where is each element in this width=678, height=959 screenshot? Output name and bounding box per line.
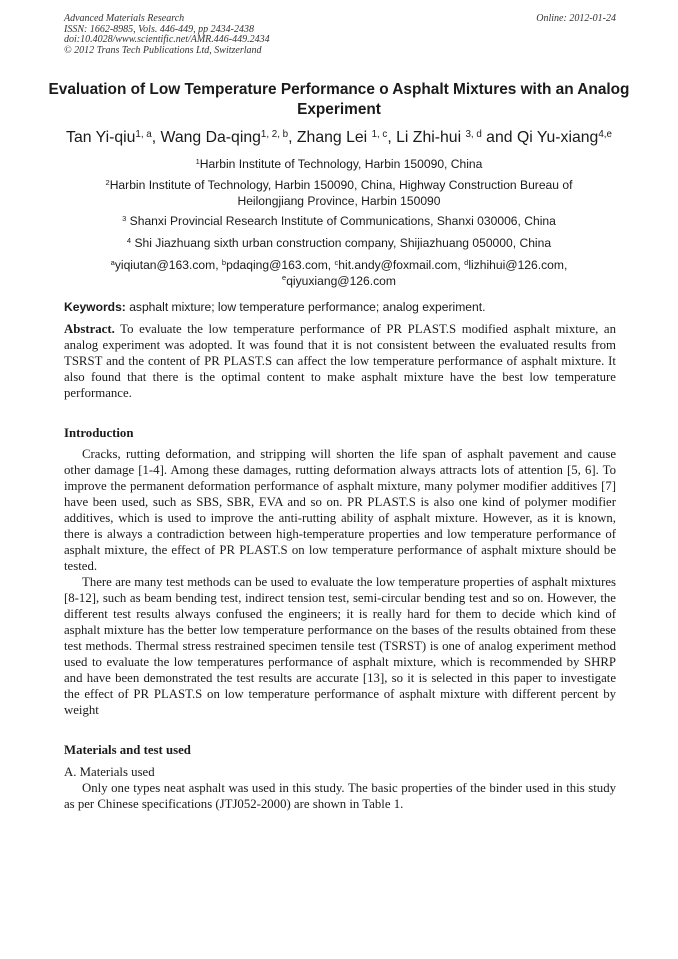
email-address: qiyuxiang@126.com [286,273,396,288]
materials-heading: Materials and test used [64,743,191,757]
email-address: pdaqing@163.com, [226,258,335,272]
author-name: Li Zhi-hui [396,129,466,146]
affiliation-text: Shanxi Provincial Research Institute of Communications, Shanxi 030006, China [126,214,556,228]
email-list [40,258,638,289]
introduction-heading: Introduction [64,426,134,440]
affiliation-superscript: 1 [195,156,200,166]
abstract-label: Abstract. [64,322,115,336]
affiliation-4 [40,236,638,252]
email-address: lizhihui@126.com, [468,258,568,272]
author-separator: and [481,129,517,146]
author-list [20,128,658,148]
paper-title: Evaluation of Low Temperature Performance o Asphalt Mixtures with an Analog Experiment [48,81,630,118]
issn-line: ISSN: 1662-8985, Vols. 446-449, pp 2434-2438 [64,23,254,35]
email-address: hit.andy@foxmail.com, [338,258,465,272]
author-superscript: 1, 2, b [260,128,289,140]
journal-name: Advanced Materials Research [64,13,185,24]
author-superscript: 3, d [465,128,482,140]
author-superscript: 1, c [371,128,388,140]
author-separator: , [387,129,397,146]
affiliation-text: Harbin Institute of Technology, Harbin 150090, China, Highway Construction Bureau of Heilongjiang Province, Harbin 150090 [109,178,573,208]
affiliation-superscript: 2 [105,177,110,187]
affiliation-1 [40,157,638,173]
author-superscript: 4,e [598,128,612,140]
doi-line: doi:10.4028/www.scientific.net/AMR.446-449.2434 [64,34,270,46]
copyright-line: © 2012 Trans Tech Publications Ltd, Switzerland [64,44,262,56]
affiliation-3 [40,214,638,230]
email-superscript: d [464,257,469,267]
paragraph: Cracks, rutting deformation, and stripping will shorten the life span of asphalt pavement and cause other damage [1-4]. Among these damages, rutting deformation always attracts lots of attention [5, 6]. To improve the permanent deformation performance of asphalt mixture, many polymer modifier additives [7] have been used, such as SBS, SBR, EVA and so on. PR PLAST.S is also one kind of polymer modifier additives, which is used to improve the anti-rutting ability of asphalt mixture. However, as it is known, there is always a contradiction between high-temperature properties and low temperature performance of asphalt mixture, the effect of PR PLAST.S on low temperature performance of asphalt mixture should be tested. [64,447,616,573]
keywords-text: asphalt mixture; low temperature performance; analog experiment. [125,300,486,314]
email-superscript: c [334,257,339,267]
keywords-line [64,300,616,315]
email-superscript: b [221,257,227,267]
author-name: Zhang Lei [296,129,372,146]
abstract [64,321,616,401]
email-superscript: a [110,257,115,267]
email-address: yiqiutan@163.com, [114,258,222,272]
affiliation-superscript: 4 [126,235,132,245]
abstract-text: To evaluate the low temperature performance of PR PLAST.S modified asphalt mixture, an analog experiment was adopted. It was found that it is not consistent between the evaluated results from TSRST and the content of PR PLAST.S can affect the low temperature performance of asphalt mixture. It also found that there is the optimal content to make asphalt mixture have the best low temperature performance. [64,322,616,400]
paragraph: There are many test methods can be used to evaluate the low temperature properties of asphalt mixtures [8-12], such as beam bending test, indirect tension test, semi-circular bending test and so on. However, the different test results always confused the engineers; it is really hard for them to decide which kind of asphalt mixture has the better low temperature performance on the bases of the results obtained from these test methods. Thermal stress restrained specimen tensile test (TSRST) is one of analog experiment method used to evaluate the low temperatures performance of asphalt mixture, which is recommended by SHRP and have been demonstrated the test results are accurate [13], so it is selected in this paper to investigate the effect of PR PLAST.S on low temperature performance of asphalt mixture with different percent by weight [64,575,616,717]
journal-header [64,14,616,56]
online-date: Online: 2012-01-24 [536,13,616,24]
materials-body [64,780,616,812]
author-superscript: 1, a [135,128,152,140]
keywords-label: Keywords: [64,300,126,314]
materials-subheading: A. Materials used [64,765,155,779]
affiliation-text: Shi Jiazhuang sixth urban construction company, Shijiazhuang 050000, China [131,236,552,250]
affiliation-2 [80,178,598,209]
email-superscript: e [282,273,287,283]
introduction-body [64,446,616,718]
paragraph: Only one types neat asphalt was used in this study. The basic properties of the binder used in this study as per Chinese specifications (JTJ052-2000) are shown in Table 1. [64,781,616,811]
author-name: Qi Yu-xiang [516,129,599,146]
author-separator: , [151,129,161,146]
affiliation-superscript: 3 [122,213,127,223]
author-name: Wang Da-qing [160,129,261,146]
affiliation-text: Harbin Institute of Technology, Harbin 150090, China [199,157,483,171]
author-name: Tan Yi-qiu [66,129,136,146]
author-separator: , [288,129,297,146]
